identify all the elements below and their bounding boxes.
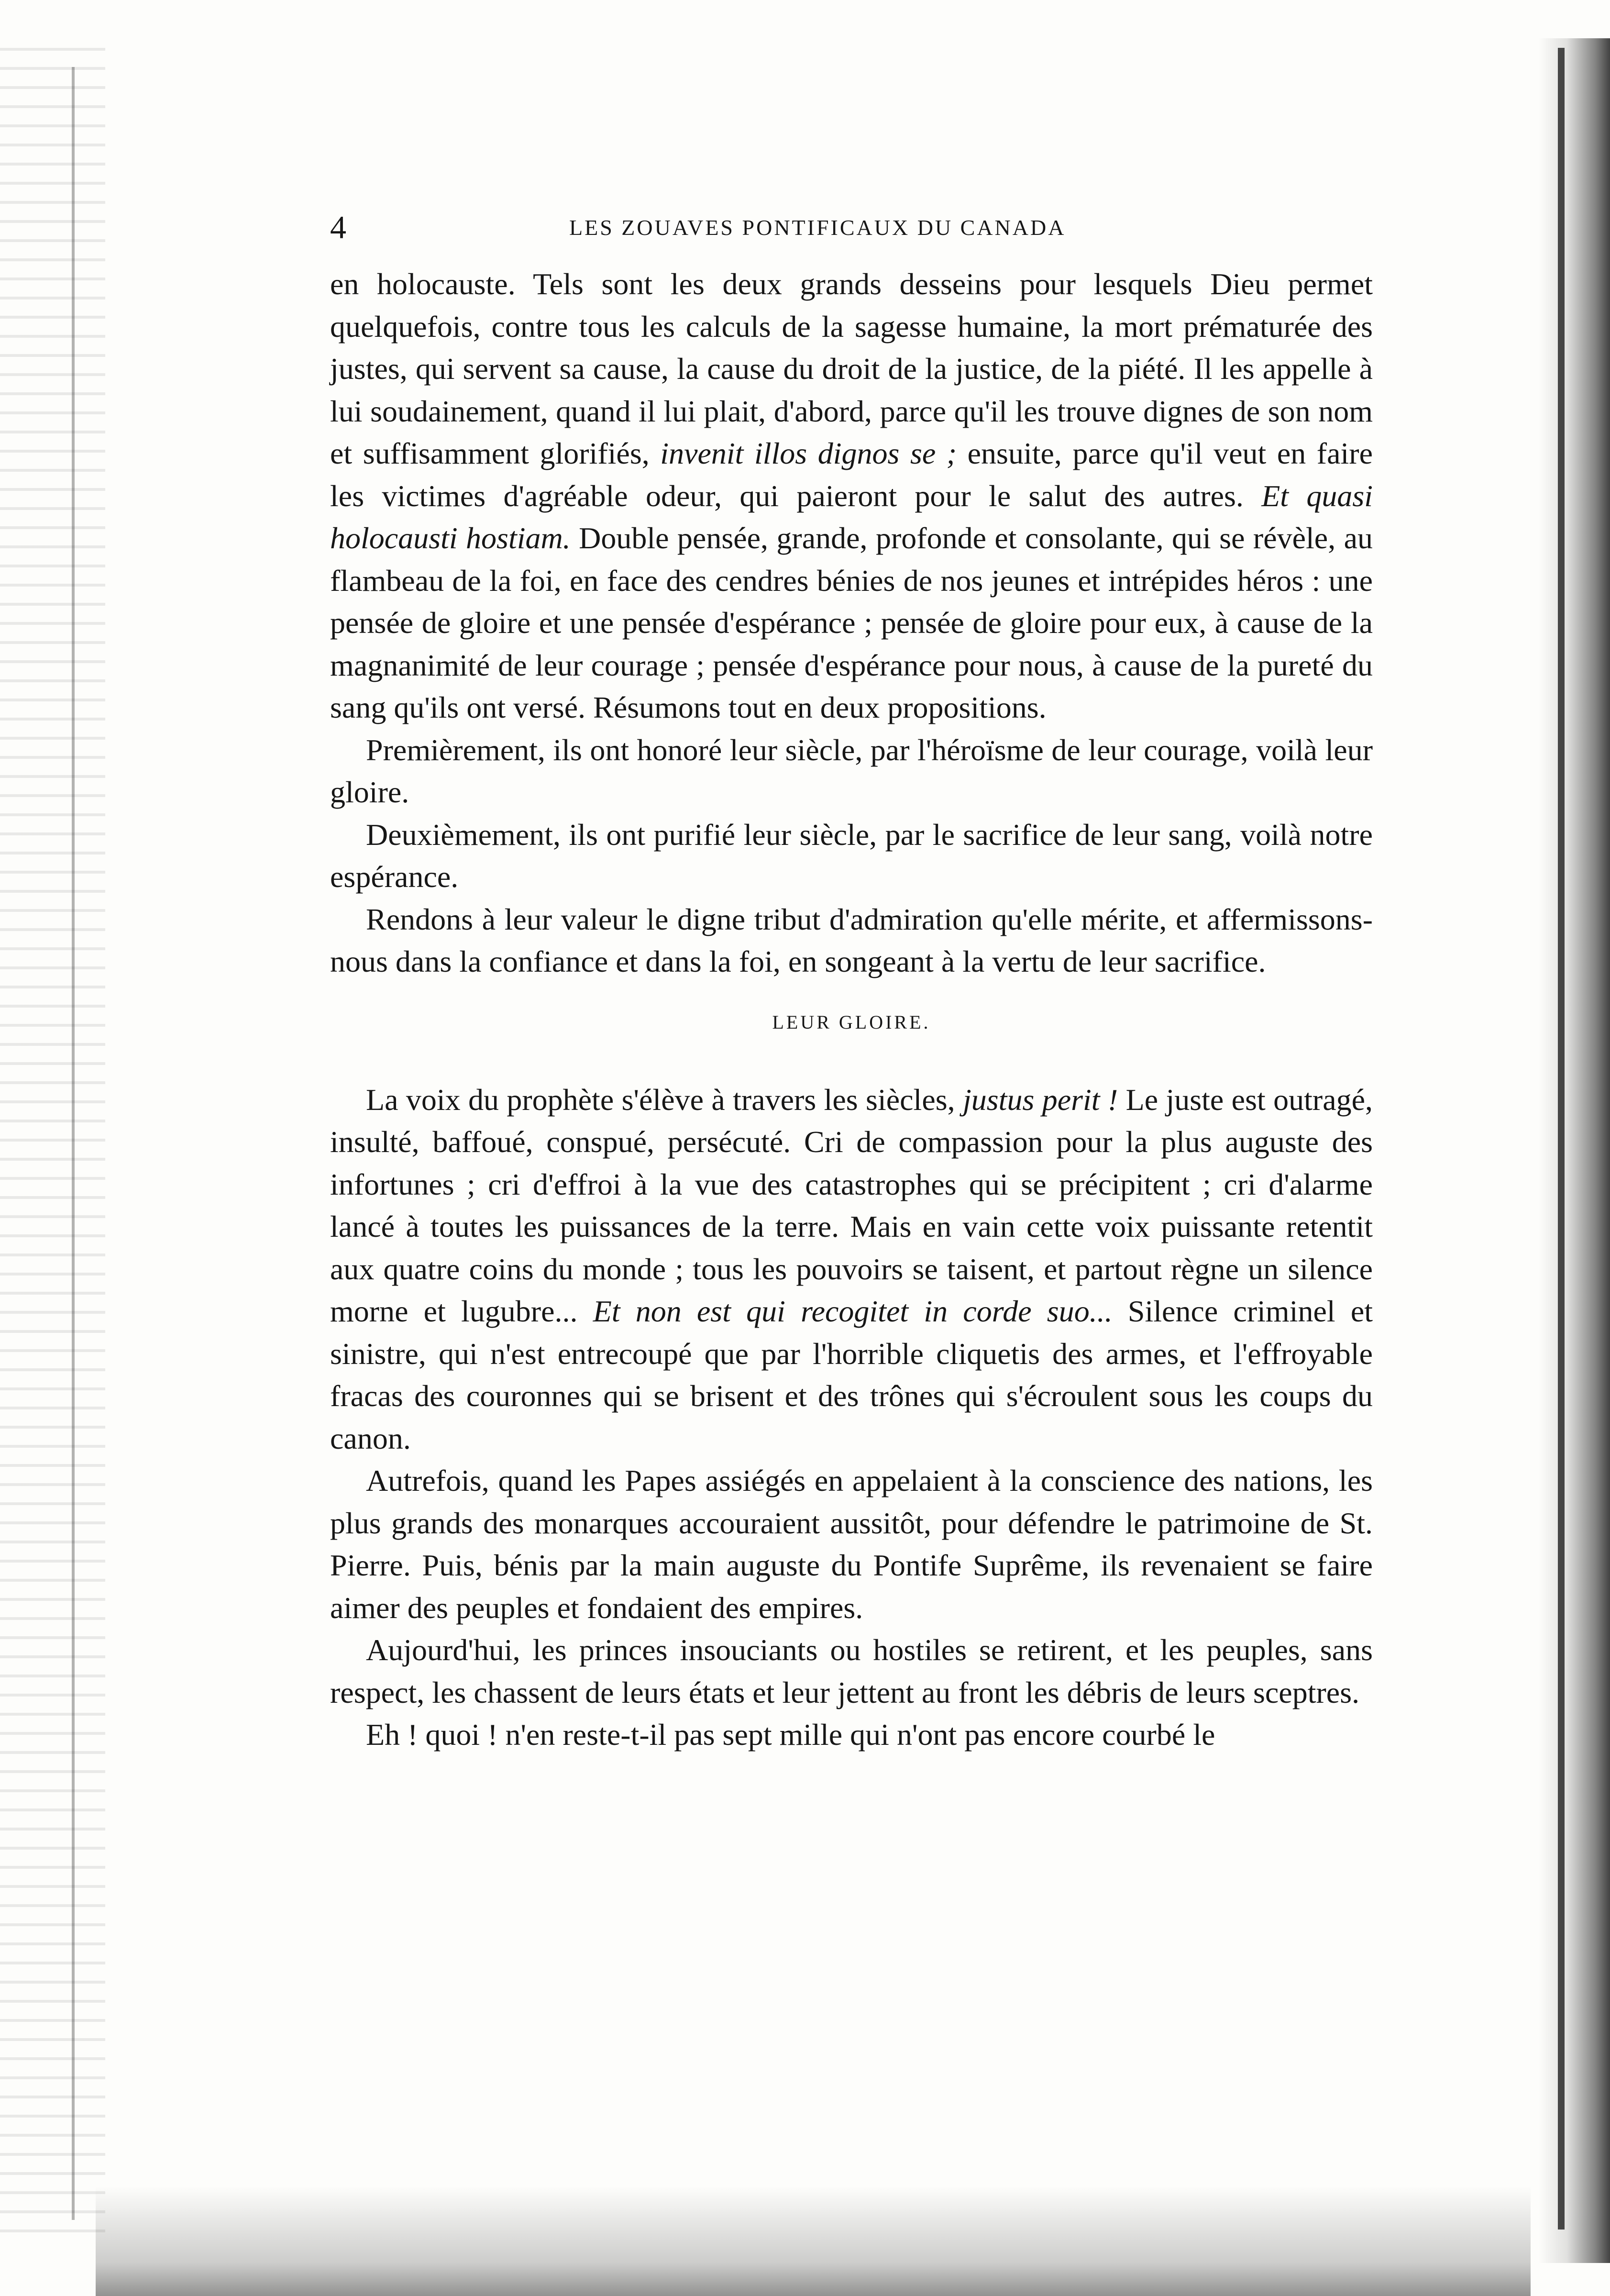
paragraph-6: Autrefois, quand les Papes assiégés en appelaient à la conscience des nations, les plus grands des monarques accouraient aussitôt, pour défendre le patrimoine de St. Pierre. Puis, bénis par la main auguste du Pontife Suprême, ils revenaient se faire aimer des peuples et fondaient des empires. [330,1464,1373,1625]
paragraph-7: Aujourd'hui, les princes insouciants ou hostiles se retirent, et les peuples, sans respect, les chassent de leurs états et leur jettent au front les débris de leurs sceptres. [330,1633,1373,1709]
body-text [330,263,1373,1756]
left-binding-shadow [72,67,75,2220]
latin-quote: justus perit ! [962,1082,1118,1117]
paragraph-3: Deuxièmement, ils ont purifié leur siècle, par le sacrifice de leur sang, voilà notre espérance. [330,817,1373,894]
left-scan-edge [0,48,105,2249]
right-scan-edge [1538,38,1610,2263]
right-page-edge [1558,48,1565,2229]
paragraph-5-text-a: La voix du prophète s'élève à travers les siècles, [366,1082,963,1117]
paragraph-1-text-e: Double pensée, grande, profonde et consolante, qui se révèle, au flambeau de la foi, en face des cendres bénies de nos jeunes et intrépides héros : une pensée de gloire et une pensée d'espérance ; pensée de gloire pour eux, à cause de la magnanimité de leur courage ; pensée d'espérance pour nous, à cause de la pureté du sang qu'ils ont versé. Résumons tout en deux propositions. [330,521,1373,724]
paragraph-1-text-c: ensuite, parce qu'il veut en faire les victimes d'agréable odeur, qui paieront pour le salut des autres. [330,436,1373,513]
paragraph-5-text-c: Le juste est outragé, insulté, baffoué, conspué, persécuté. Cri de compassion pour la plus auguste des infortunes ; cri d'effroi à la vue des catastrophes qui se précipitent ; cri d'alarme lancé à toutes les puissances de la terre. Mais en vain cette voix puissante retentit aux quatre coins du monde ; tous les pouvoirs se taisent, et partout règne un silence morne et lugubre... [330,1082,1373,1328]
latin-quote: invenit illos dignos se ; [660,436,957,470]
paragraph-4: Rendons à leur valeur le digne tribut d'admiration qu'elle mérite, et affermissons-nous dans la confiance et dans la foi, en songeant à la vertu de leur sacrifice. [330,902,1373,978]
latin-quote: Et quasi holocausti hostiam. [330,478,1373,555]
paragraph-5-text-e: Silence criminel et sinistre, qui n'est entrecoupé que par l'horrible cliquetis des armes, et l'effroyable fracas des couronnes qui se brisent et des trônes qui s'écroulent sous les coups du canon. [330,1294,1373,1455]
latin-quote: Et non est qui recogitet in corde suo... [593,1294,1113,1328]
page-header [330,208,1378,246]
bottom-scan-edge [96,2186,1531,2296]
paragraph-8: Eh ! quoi ! n'en reste-t-il pas sept mille qui n'ont pas encore courbé le [366,1718,1215,1752]
paragraph-2: Premièrement, ils ont honoré leur siècle, par l'héroïsme de leur courage, voilà leur gloire. [330,732,1373,809]
paragraph-1-text-a: en holocauste. Tels sont les deux grands desseins pour lesquels Dieu permet quelquefois, contre tous les calculs de la sagesse humaine, la mort prématurée des justes, qui servent sa cause, la cause du droit de la justice, de la piété. Il les appelle à lui soudainement, quand il lui plait, d'abord, parce qu'il les trouve dignes de son nom et suffisamment glorifiés, [330,267,1373,470]
paragraph-1 [330,263,1373,729]
running-head: LES ZOUAVES PONTIFICAUX DU CANADA [569,215,1066,240]
paragraph-5 [330,1079,1373,1460]
section-heading: LEUR GLOIRE. [772,1011,931,1033]
page-number: 4 [330,209,346,245]
